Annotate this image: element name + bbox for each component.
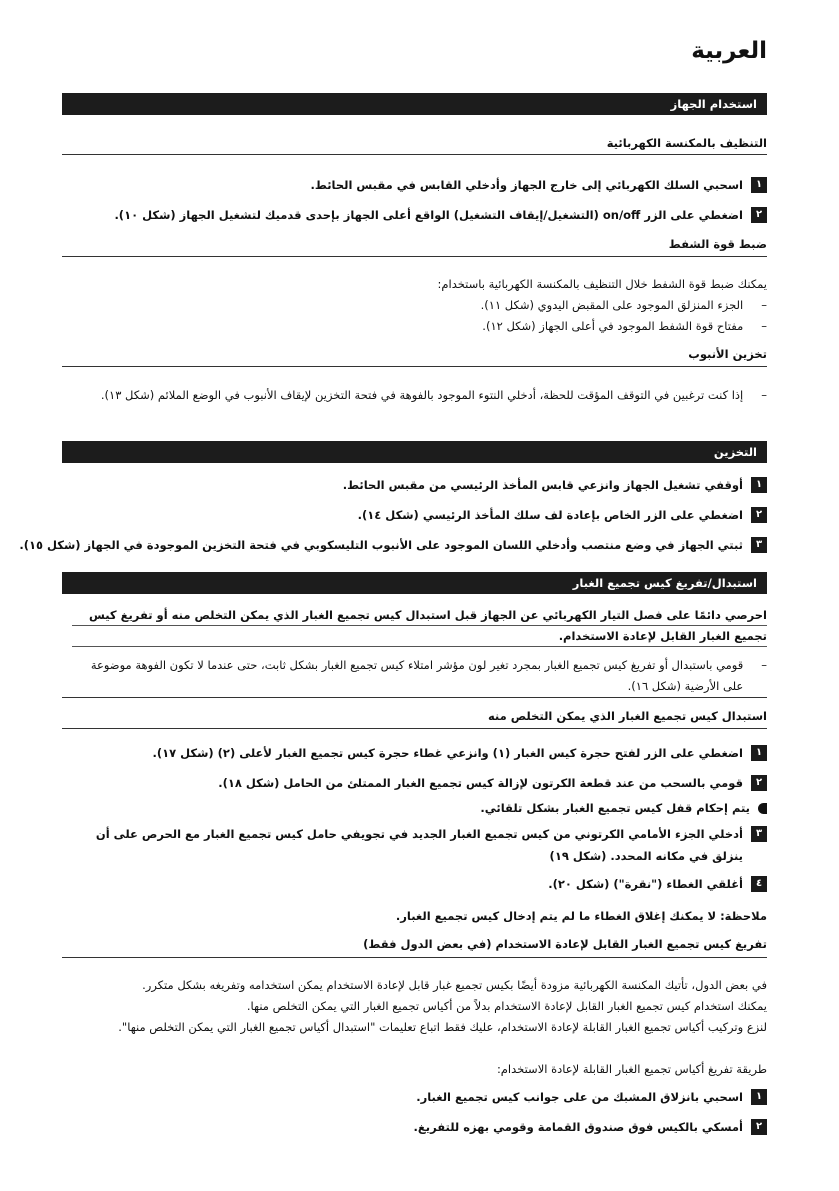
page-title: العربية — [691, 38, 767, 64]
step-item — [114, 207, 767, 226]
dash-marker: – — [761, 658, 767, 672]
step-item — [19, 537, 767, 556]
step-number: ١ — [751, 1089, 767, 1105]
step-item — [152, 745, 767, 764]
paragraph: لنزع وتركيب أكياس تجميع الغبار القابلة لإعادة الاستخدام، عليك فقط اتباع تعليمات "استبدال أكياس تجميع الغبار التي يمكن التخلص منها". — [118, 1020, 767, 1034]
warning-text: احرصي دائمًا على فصل التيار الكهربائي عن الجهاز قبل استبدال كيس تجميع الغبار الذي يمكن التخلص منه أو تفريغ كيس تجميع الغبار القابل لإعادة الاستخدام. — [88, 608, 767, 643]
step-number: ١ — [751, 177, 767, 193]
step-item — [416, 1089, 767, 1108]
paragraph: في بعض الدول، تأتيك المكنسة الكهربائية مزودة أيضًا بكيس تجميع غبار قابل لإعادة الاستخدام يمكن استخدامه وتفريغه بشكل متكرر. — [142, 978, 767, 992]
section-title: استخدام الجهاز — [670, 97, 757, 111]
dash-marker: – — [761, 388, 767, 402]
paragraph: طريقة تفريغ أكياس تجميع الغبار القابلة لإعادة الاستخدام: — [496, 1062, 767, 1076]
warning-underline — [72, 646, 767, 647]
dash-marker: – — [761, 319, 767, 333]
note-text: ملاحظة: لا يمكنك إغلاق الغطاء ما لم يتم إدخال كيس تجميع الغبار. — [395, 909, 767, 923]
step-text: اضغطي على الزر الخاص بإعادة لف سلك المأخذ الرئيسي (شكل ١٤). — [357, 508, 743, 522]
step-item — [218, 775, 767, 794]
list-item-text: إذا كنت ترغبين في التوقف المؤقت للحظة، أدخلي النتوء الموجود بالفوهة في فتحة التخزين لإيقاف الأنبوب في الوضع الملائم (شكل ١٣). — [100, 388, 744, 402]
subsection-title-tube-storage: تخزين الأنبوب — [688, 347, 767, 361]
section-title: التخزين — [713, 445, 757, 459]
step-text: اضغطي على الزر on/off (التشغيل/إيقاف التشغيل) الواقع أعلى الجهاز بإحدى قدميك لتشغيل الجهاز (شكل ١٠). — [114, 208, 743, 222]
step-item — [343, 477, 767, 496]
divider — [62, 728, 767, 729]
result-text: يتم إحكام قفل كيس تجميع الغبار بشكل تلقائي. — [480, 801, 750, 815]
list-item — [481, 295, 767, 316]
step-number: ١ — [751, 477, 767, 493]
subsection-title-reusable: تفريغ كيس تجميع الغبار القابل لإعادة الاستخدام (في بعض الدول فقط) — [363, 937, 767, 951]
divider — [62, 154, 767, 155]
step-item — [414, 1119, 767, 1138]
step-item — [548, 876, 767, 895]
step-text: ثبتي الجهاز في وضع منتصب وأدخلي اللسان الموجود على الأنبوب التليسكوبي في فتحة التخزين الموجودة في الجهاز (شكل ١٥). — [19, 538, 743, 552]
step-text: اسحبي السلك الكهربائي إلى خارج الجهاز وأدخلي القابس في مقبس الحائط. — [310, 178, 743, 192]
list-item — [482, 316, 767, 337]
section-bar-usage — [62, 93, 767, 115]
step-text: أدخلي الجزء الأمامي الكرتوني من كيس تجميع الغبار الجديد في تجويفي حامل كيس تجميع الغبار مع الحرص على أن ينزلق في مكانه المحدد. (شكل ١٩) — [95, 827, 743, 863]
list-item-text: مفتاح قوة الشفط الموجود في أعلى الجهاز (شكل ١٢). — [482, 319, 744, 333]
intro-text: يمكنك ضبط قوة الشفط خلال التنظيف بالمكنسة الكهربائية باستخدام: — [437, 277, 767, 291]
step-text: قومي بالسحب من عند قطعة الكرتون لإزالة كيس تجميع الغبار الممتلئ من الحامل (شكل ١٨). — [218, 776, 743, 790]
step-text: اضغطي على الزر لفتح حجرة كيس الغبار (١) وانزعي غطاء حجرة كيس تجميع الغبار لأعلى (٢) (شكل ١٧). — [152, 746, 743, 760]
step-number: ٣ — [751, 537, 767, 553]
subsection-title-disposable: استبدال كيس تجميع الغبار الذي يمكن التخلص منه — [487, 709, 767, 723]
divider — [62, 256, 767, 257]
step-text: اسحبي بانزلاق المشبك من على جوانب كيس تجميع الغبار. — [416, 1090, 743, 1104]
list-item-text: قومي باستبدال أو تفريغ كيس تجميع الغبار بمجرد تغير لون مؤشر امتلاء كيس تجميع الغبار بشكل ثابت، حتى عندما لا تكون الفوهة موضوعة على الأرضية (شكل ١٦). — [90, 658, 744, 693]
list-item — [100, 385, 767, 406]
step-item — [358, 507, 767, 526]
list-item — [72, 655, 767, 697]
step-number: ٢ — [751, 775, 767, 791]
paragraph: يمكنك استخدام كيس تجميع الغبار القابل لإعادة الاستخدام بدلاً من أكياس تجميع الغبار التي يمكن التخلص منها. — [246, 999, 767, 1013]
list-item-text: الجزء المنزلق الموجود على المقبض اليدوي (شكل ١١). — [480, 298, 744, 312]
step-number: ١ — [751, 745, 767, 761]
divider — [62, 957, 767, 958]
warning-underline — [72, 625, 767, 626]
dash-marker: – — [761, 298, 767, 312]
result-item — [480, 797, 767, 819]
divider — [62, 697, 767, 698]
step-text: أوقفي تشغيل الجهاز وانزعي قابس المأخذ الرئيسي من مقبس الحائط. — [342, 478, 743, 492]
section-bar-dust-bag — [62, 572, 767, 594]
subsection-title-cleaning: التنظيف بالمكنسة الكهربائية — [606, 136, 767, 150]
result-marker-icon — [758, 803, 767, 814]
divider — [62, 366, 767, 367]
step-number: ٤ — [751, 876, 767, 892]
step-item — [72, 826, 767, 867]
section-bar-storage — [62, 441, 767, 463]
step-text: أغلقي الغطاء ("نقرة") (شكل ٢٠). — [548, 877, 743, 891]
section-title: استبدال/تفريغ كيس تجميع الغبار — [572, 576, 757, 590]
step-text: أمسكي بالكيس فوق صندوق القمامة وقومي بهزه للتفريغ. — [413, 1120, 743, 1134]
subsection-title-suction: ضبط قوة الشفط — [668, 237, 767, 251]
step-number: ٢ — [751, 207, 767, 223]
step-number: ٢ — [751, 1119, 767, 1135]
step-item — [311, 177, 767, 196]
step-number: ٣ — [751, 826, 767, 842]
step-number: ٢ — [751, 507, 767, 523]
